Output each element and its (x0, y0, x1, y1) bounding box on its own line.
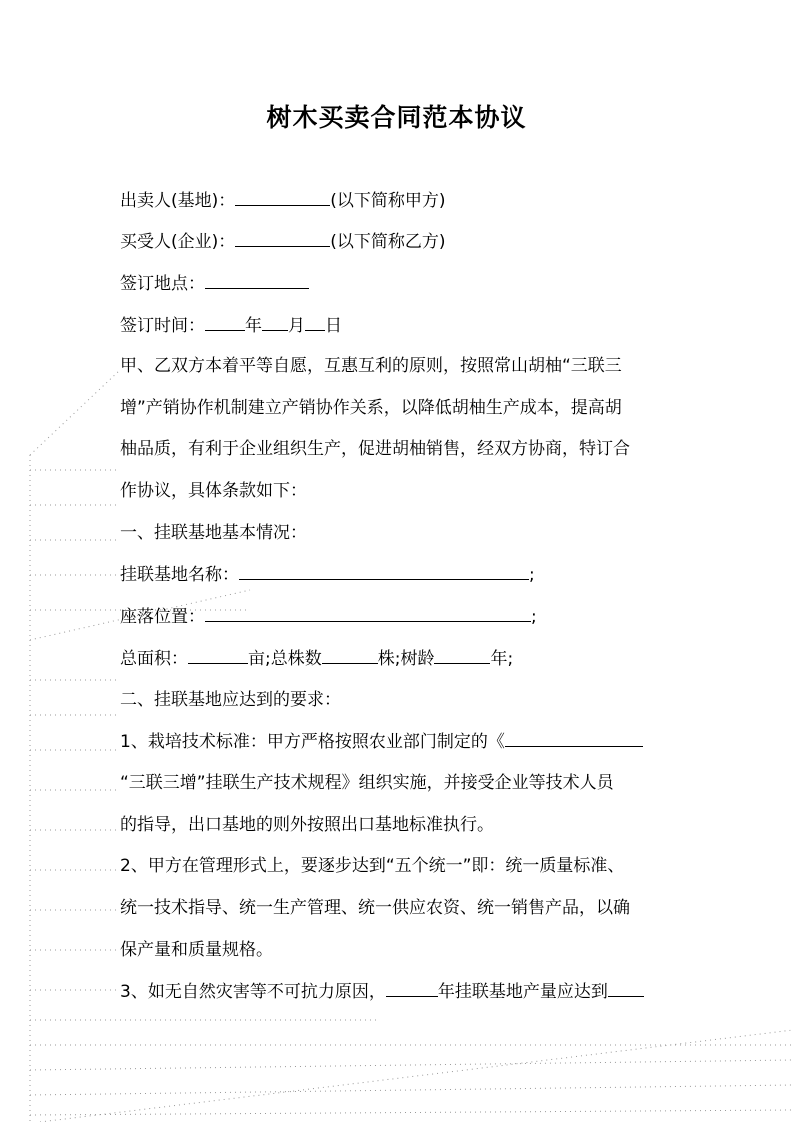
location-end: ; (531, 607, 537, 627)
year-blank (205, 313, 245, 331)
item-3-prefix: 3、如无自然灾害等不可抗力原因， (120, 982, 386, 1002)
item-3-year-blank (386, 979, 438, 997)
item-1-line-3: 的指导，出口基地的则外按照出口基地标准执行。 (120, 815, 494, 835)
day-label: 日 (325, 316, 342, 336)
item-1-line-2: “三联三增”挂联生产技术规程》组织实施，并接受企业等技术人员 (120, 773, 614, 793)
area-label: 总面积： (120, 649, 188, 669)
buyer-suffix: (以下简称乙方) (330, 232, 446, 252)
location-blank (205, 604, 531, 622)
item-2-line-1: 2、甲方在管理形式上，要逐步达到“五个统一”即：统一质量标准、 (120, 856, 625, 876)
date-line (120, 313, 342, 338)
month-label: 月 (288, 316, 305, 336)
seller-suffix: (以下简称甲方) (330, 191, 446, 211)
trees-blank (322, 646, 378, 664)
base-name-blank (239, 562, 529, 580)
buyer-line (120, 229, 446, 254)
intro-line-2: 增”产销协作机制建立产销协作关系，以降低胡柚生产成本，提高胡 (120, 398, 622, 418)
intro-line-1: 甲、乙双方本着平等自愿，互惠互利的原则，按照常山胡柚“三联三 (120, 356, 622, 376)
base-name-line (120, 562, 535, 587)
intro-line-4: 作协议，具体条款如下： (120, 481, 307, 501)
item-2-line-3: 保产量和质量规格。 (120, 940, 273, 960)
area-line (120, 646, 513, 671)
seller-label: 出卖人(基地)： (120, 191, 236, 211)
location-line (120, 604, 537, 629)
area-blank (188, 646, 248, 664)
intro-line-3: 柚品质，有利于企业组织生产，促进胡柚销售，经双方协商，特订合 (120, 439, 630, 459)
area-zhu: 株;树龄 (377, 649, 435, 669)
section-1-heading: 一、挂联基地基本情况： (120, 523, 307, 543)
area-nian: 年; (490, 649, 514, 669)
month-blank (262, 313, 288, 331)
base-name-label: 挂联基地名称： (120, 565, 239, 585)
buyer-label: 买受人(企业)： (120, 232, 236, 252)
year-label: 年 (245, 316, 262, 336)
item-1-line-1 (120, 729, 643, 754)
section-2-heading: 二、挂联基地应达到的要求： (120, 690, 341, 710)
item-1-text-1: 1、栽培技术标准：甲方严格按照农业部门制定的《 (120, 732, 505, 752)
day-blank (305, 313, 325, 331)
date-label: 签订时间： (120, 316, 205, 336)
item-3-middle: 年挂联基地产量应达到 (437, 982, 608, 1002)
place-blank (205, 271, 309, 289)
buyer-blank (235, 229, 330, 247)
base-name-end: ; (529, 565, 535, 585)
area-mu: 亩;总株数 (248, 649, 322, 669)
location-label: 座落位置： (120, 607, 205, 627)
place-line (120, 271, 309, 296)
item-3-output-blank (608, 979, 644, 997)
item-2-line-2: 统一技术指导、统一生产管理、统一供应农资、统一销售产品，以确 (120, 898, 630, 918)
seller-blank (235, 188, 330, 206)
item-3-line-1 (120, 979, 644, 1004)
seller-line (120, 188, 446, 213)
place-label: 签订地点： (120, 274, 205, 294)
document-title: 树木买卖合同范本协议 (266, 103, 527, 132)
regulation-blank (505, 729, 643, 747)
age-blank (434, 646, 490, 664)
